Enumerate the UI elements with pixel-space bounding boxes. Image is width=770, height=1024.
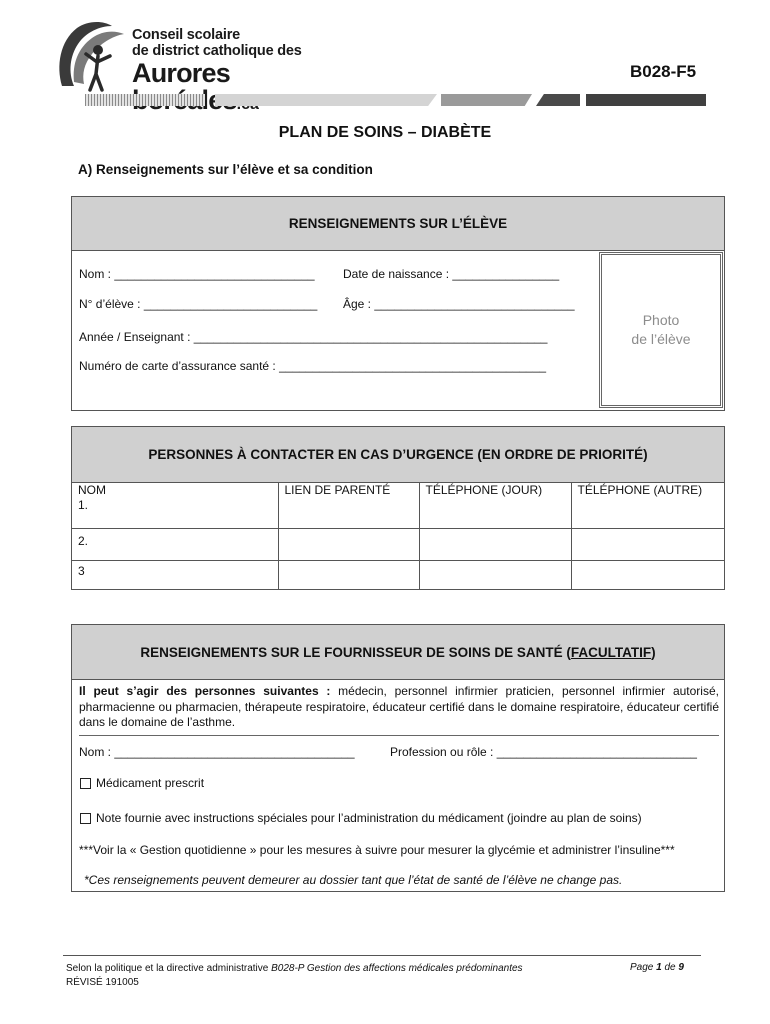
heading-close-paren: ) xyxy=(651,644,656,660)
prescribed-medication-option[interactable] xyxy=(80,776,204,790)
birthdate-field[interactable]: Date de naissance : ________________ xyxy=(343,267,560,281)
health-provider-heading-text: RENSEIGNEMENTS SUR LE FOURNISSEUR DE SOINS DE SANTÉ ( xyxy=(140,644,571,660)
footer-policy xyxy=(66,962,523,990)
health-card-field[interactable]: Numéro de carte d’assurance santé : ________________________________________ xyxy=(79,359,547,373)
optional-label: FACULTATIF xyxy=(570,644,652,660)
contact-day-phone-cell[interactable] xyxy=(419,483,571,528)
row-number: 2. xyxy=(78,533,89,548)
emergency-contacts-heading: PERSONNES À CONTACTER EN CAS D’URGENCE (EN ORDRE DE PRIORITÉ) xyxy=(72,427,724,483)
student-photo-placeholder[interactable] xyxy=(599,252,723,408)
contact-name-cell[interactable] xyxy=(72,528,278,560)
provider-note-text: médecin, personnel infirmier praticien, personnel infirmier autorisé, pharmacienne ou pharmacien, thérapeute respiratoire, éducateur certifié dans le domaine respiratoire, éducateur certifié dans le domaine de l’asthme. xyxy=(79,684,719,729)
contact-relationship-cell[interactable] xyxy=(278,483,419,528)
contact-other-phone-cell[interactable] xyxy=(571,528,724,560)
section-a-heading: A) Renseignements sur l’élève et sa condition xyxy=(78,162,373,177)
page-total: 9 xyxy=(678,962,684,973)
logo-line-2: de district catholique des xyxy=(132,42,302,59)
header-band-1 xyxy=(85,94,205,106)
student-info-box xyxy=(71,196,725,411)
contact-day-phone-cell[interactable] xyxy=(419,560,571,589)
health-provider-heading xyxy=(72,625,724,680)
row-number: 1. xyxy=(78,498,89,512)
contact-name-cell[interactable] xyxy=(72,560,278,589)
student-name-field[interactable]: Nom : ______________________________ xyxy=(79,267,315,281)
contact-other-phone-cell[interactable] xyxy=(571,560,724,589)
provider-note-lead: Il peut s’agir des personnes suivantes : xyxy=(79,684,331,698)
column-header-name: NOM xyxy=(78,483,106,497)
page-number xyxy=(630,962,684,973)
table-row xyxy=(72,560,724,589)
year-teacher-field[interactable]: Année / Enseignant : _____________________________________________________ xyxy=(79,330,548,344)
column-header-day-phone: TÉLÉPHONE (JOUR) xyxy=(425,483,543,497)
table-row xyxy=(72,528,724,560)
prescribed-medication-label: Médicament prescrit xyxy=(96,776,205,790)
special-instructions-label: Note fournie avec instructions spéciales pour l’administration du médicament (joindre au plan de soins) xyxy=(96,811,642,825)
page-label: Page xyxy=(630,962,657,973)
row-number: 3 xyxy=(78,563,85,578)
photo-label-2: de l’élève xyxy=(631,331,691,347)
document-code: B028-F5 xyxy=(630,62,697,81)
emergency-contacts-box xyxy=(71,426,725,590)
prescribed-medication-checkbox[interactable] xyxy=(80,778,91,789)
page-current: 1 xyxy=(656,962,662,973)
logo-line-1: Conseil scolaire xyxy=(132,27,241,43)
footer-divider xyxy=(63,955,701,956)
photo-label-1: Photo xyxy=(642,312,680,329)
header-band-2 xyxy=(215,94,437,106)
footer-revised: RÉVISÉ 191005 xyxy=(66,977,139,988)
header-band-3 xyxy=(441,94,532,106)
student-number-field[interactable]: N° d’élève : __________________________ xyxy=(79,297,318,311)
page-of: de xyxy=(661,962,679,973)
contact-other-phone-cell[interactable] xyxy=(571,483,724,528)
student-info-heading: RENSEIGNEMENTS SUR L’ÉLÈVE xyxy=(72,197,724,251)
footer-policy-name: B028-P Gestion des affections médicales prédominantes xyxy=(271,963,523,974)
age-field[interactable]: Âge : ______________________________ xyxy=(343,297,575,311)
special-instructions-option[interactable] xyxy=(80,811,642,825)
header-band-4 xyxy=(536,94,580,106)
emergency-contacts-table xyxy=(72,483,724,589)
table-row xyxy=(72,483,724,528)
logo-name: Aurores xyxy=(132,58,230,88)
record-retention-note: *Ces renseignements peuvent demeurer au dossier tant que l’état de santé de l’élève ne change pas. xyxy=(84,873,623,887)
column-header-relationship: LIEN DE PARENTÉ xyxy=(284,483,391,497)
footer-policy-prefix: Selon la politique et la directive administrative xyxy=(66,963,272,974)
header-band-5 xyxy=(586,94,706,106)
contact-name-cell[interactable] xyxy=(72,483,278,528)
contact-relationship-cell[interactable] xyxy=(278,560,419,589)
page-title: PLAN DE SOINS – DIABÈTE xyxy=(278,124,492,141)
daily-management-note: ***Voir la « Gestion quotidienne » pour les mesures à suivre pour mesurer la glycémie et administrer l’insuline*** xyxy=(79,843,675,857)
provider-name-field[interactable]: Nom : ____________________________________ xyxy=(79,745,355,759)
contact-day-phone-cell[interactable] xyxy=(419,528,571,560)
board-logo xyxy=(52,16,362,96)
health-provider-box xyxy=(71,624,725,892)
aurora-figure-logo-icon xyxy=(52,16,130,96)
provider-description xyxy=(79,684,719,736)
special-instructions-checkbox[interactable] xyxy=(80,813,91,824)
contact-relationship-cell[interactable] xyxy=(278,528,419,560)
column-header-other-phone: TÉLÉPHONE (AUTRE) xyxy=(577,483,703,497)
provider-profession-field[interactable]: Profession ou rôle : ______________________________ xyxy=(390,745,697,759)
